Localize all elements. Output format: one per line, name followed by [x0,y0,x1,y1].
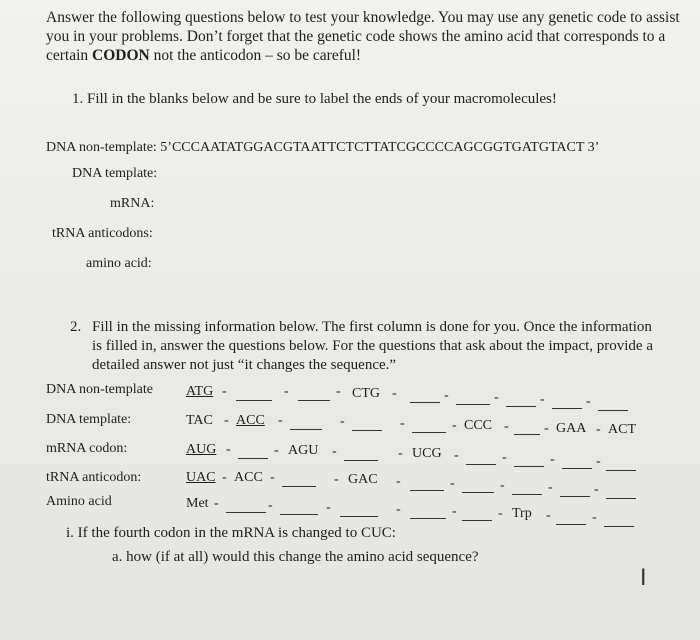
dash: - [594,482,599,497]
q1-dna-nontemplate: DNA non-template: 5’CCCAATATGGACGTAATTCTCTTATCGCCCCAGCGGTGATGTACT 3’ [46,140,600,155]
answer-blank[interactable] [462,492,494,493]
dash: - [326,500,331,515]
dash: - [270,470,275,485]
answer-blank[interactable] [456,404,490,405]
dash: - [284,384,289,399]
answer-blank[interactable] [236,400,272,401]
dash: - [268,498,273,513]
answer-blank[interactable] [238,458,268,459]
q2-cell: TAC [186,413,213,428]
dash: - [226,442,231,457]
dash: - [444,388,449,403]
dash: - [224,413,229,428]
answer-blank[interactable] [410,402,440,403]
q2-cell: ACC [234,470,263,485]
answer-blank[interactable] [466,464,496,465]
intro-paragraph [46,8,686,65]
q2-cell: AGU [288,443,319,458]
dash: - [544,421,549,436]
q2-number: 2. [70,319,82,335]
answer-blank[interactable] [298,400,330,401]
q1-trna-label: tRNA anticodons: [52,226,153,241]
answer-blank[interactable] [514,466,544,467]
answer-blank[interactable] [340,516,378,517]
answer-blank[interactable] [410,518,446,519]
answer-blank[interactable] [556,524,586,525]
answer-blank[interactable] [606,470,636,471]
answer-blank[interactable] [344,460,378,461]
q1-mrna-label: mRNA: [110,196,155,211]
q2-cell: Trp [512,506,532,521]
dash: - [540,392,545,407]
dash: - [340,414,345,429]
q2-cell: UAC [186,470,216,485]
dash: - [222,384,227,399]
answer-blank[interactable] [352,430,382,431]
q1-prompt: 1. Fill in the blanks below and be sure to label the ends of your macromolecules! [72,91,557,107]
q2-cell: ATG [186,384,214,399]
answer-blank[interactable] [280,514,318,515]
q2-cell: CTG [352,386,380,401]
q2-cell: GAA [556,421,587,436]
answer-blank[interactable] [514,434,540,435]
answer-blank[interactable] [290,429,322,430]
answer-blank[interactable] [560,496,590,497]
answer-blank[interactable] [512,494,542,495]
answer-blank[interactable] [604,526,634,527]
dash: - [596,422,601,437]
dash: - [498,506,503,521]
dash: - [274,443,279,458]
intro-bold-codon: CODON [92,47,150,64]
dash: - [452,418,457,433]
dash: - [398,446,403,461]
q2-cell: Met [186,496,209,511]
answer-blank[interactable] [606,498,636,499]
answer-blank[interactable] [552,408,582,409]
answer-blank[interactable] [506,406,536,407]
q2-cell: AUG [186,442,217,457]
q2-row-label-dna-nontemplate: DNA non-template [46,382,153,397]
q2-row-label-mrna: mRNA codon: [46,441,128,456]
dash: - [596,454,601,469]
dash: - [452,504,457,519]
dash: - [546,508,551,523]
q2-cell: UCG [412,446,442,461]
q2-sub-i: i. If the fourth codon in the mRNA is changed to CUC: [66,525,396,541]
q2-cell: ACC [236,413,265,428]
q2-prompt: Fill in the missing information below. The first column is done for you. Once the information is filled in, answer the questions below. For the questions that ask about the impact, provide a detailed answer not just “it changes the sequence.” [92,319,653,373]
dash: - [278,413,283,428]
dash: - [500,478,505,493]
intro-text-2: not the anticodon – so be careful! [149,47,362,64]
dash: - [494,390,499,405]
dash: - [396,502,401,517]
q2-row-label-trna: tRNA anticodon: [46,470,142,485]
dash: - [550,452,555,467]
dash: - [592,510,597,525]
dash: - [336,384,341,399]
answer-blank[interactable] [562,468,592,469]
dash: - [586,394,591,409]
q1-dna-template-label: DNA template: [72,166,158,181]
dash: - [222,470,227,485]
q2-cell: GAC [348,472,378,487]
answer-blank[interactable] [462,520,492,521]
answer-blank[interactable] [412,432,446,433]
text-cursor-icon: I [640,566,647,591]
dash: - [392,386,397,401]
answer-blank[interactable] [598,410,628,411]
dash: - [332,444,337,459]
dash: - [214,496,219,511]
q1-amino-label: amino acid: [86,256,152,271]
q2-cell: ACT [608,422,636,437]
answer-blank[interactable] [226,512,266,513]
answer-blank[interactable] [410,490,444,491]
dash: - [504,419,509,434]
answer-blank[interactable] [282,486,316,487]
dash: - [450,476,455,491]
q2-cell: CCC [464,418,493,433]
q2-sub-a: a. how (if at all) would this change the amino acid sequence? [112,549,479,565]
dash: - [454,448,459,463]
dash: - [400,416,405,431]
dash: - [334,472,339,487]
q2-row-label-dna-template: DNA template: [46,412,132,427]
q2-row-label-amino: Amino acid [46,494,112,509]
dash: - [502,450,507,465]
intro-text-1: Answer the following questions below to test your knowledge. You may use any genetic code to assist you in your problems. Don’t forget that the genetic code shows the amino acid that corresponds to a certain [46,9,680,64]
dash: - [396,474,401,489]
dash: - [548,480,553,495]
